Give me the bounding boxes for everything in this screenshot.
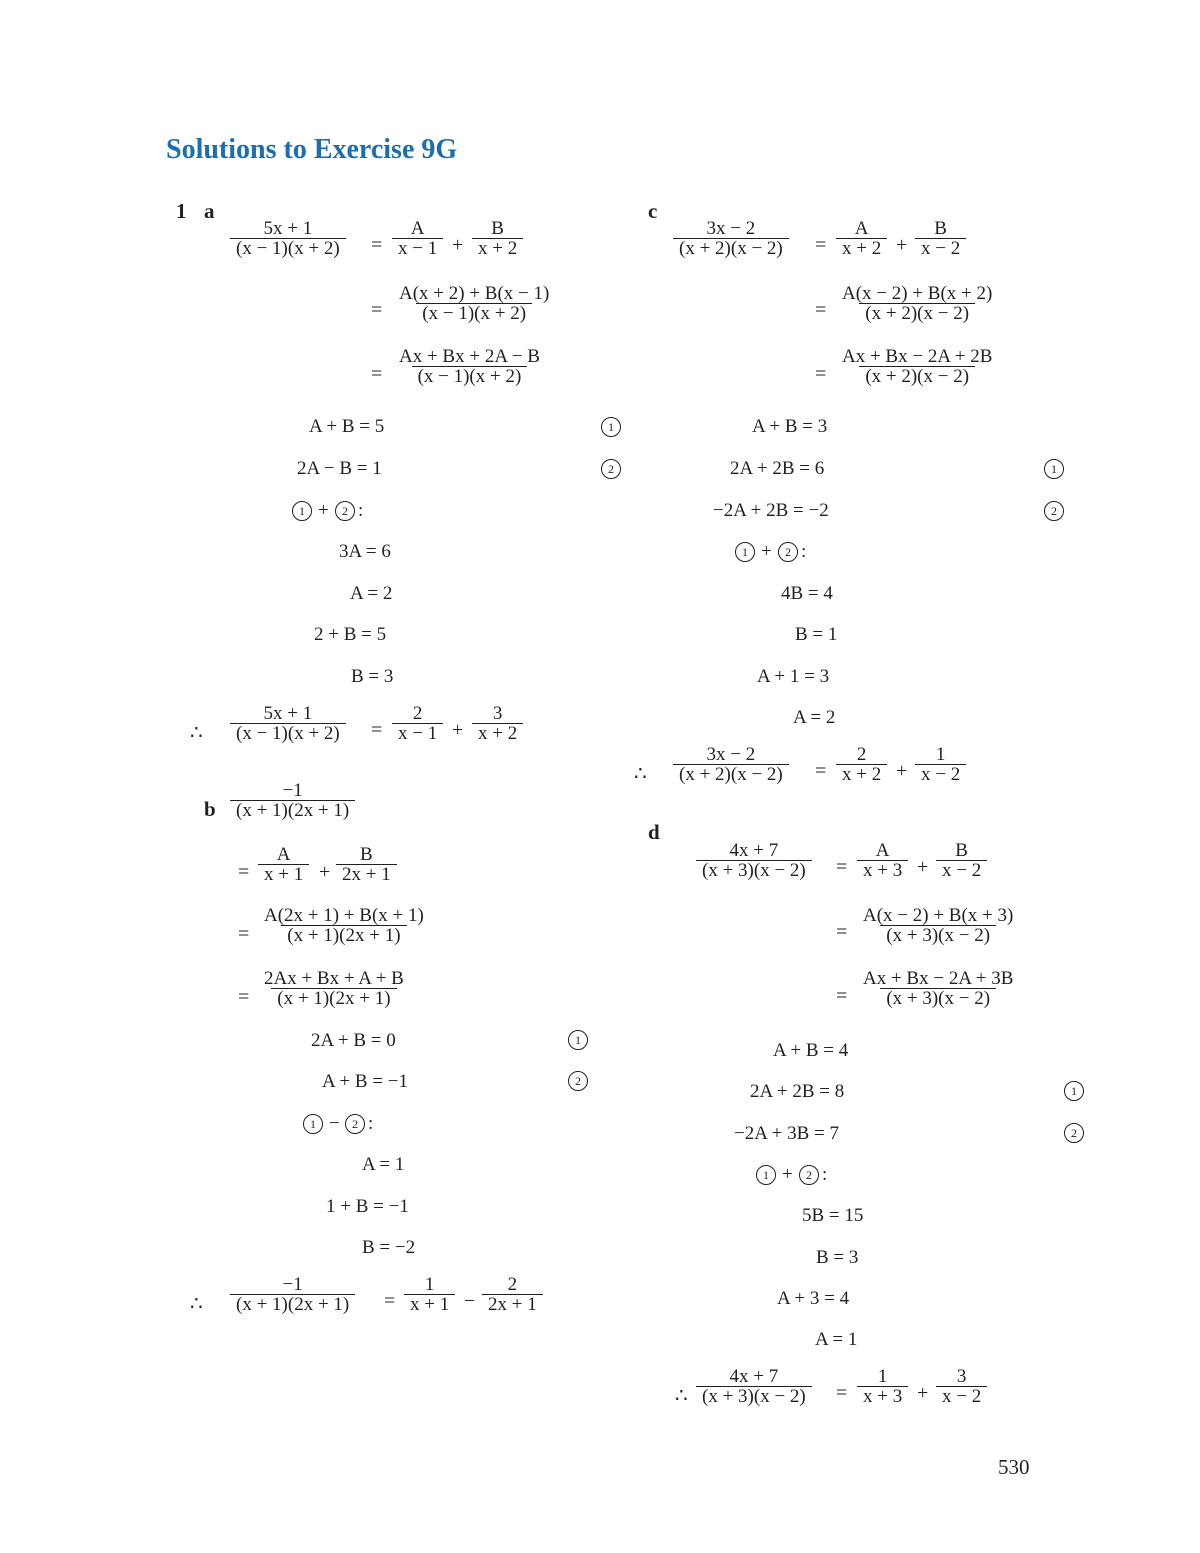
page-title: Solutions to Exercise 9G	[166, 134, 458, 165]
equation-line: A + B = 4	[773, 1040, 849, 1061]
fraction: A x + 1	[258, 845, 309, 884]
plus-sign: +	[896, 234, 908, 256]
therefore-symbol: ∴	[675, 1385, 688, 1407]
equals-sign: =	[371, 363, 383, 385]
equation-line: 2A + 2B = 6	[730, 458, 825, 479]
equation-line: 1 + B = −1	[326, 1196, 409, 1217]
plus-sign: +	[452, 234, 464, 256]
fraction: 5x + 1 (x − 1)(x + 2)	[230, 219, 346, 258]
fraction: 4x + 7 (x + 3)(x − 2)	[696, 841, 812, 880]
equation-line: A + 1 = 3	[757, 666, 830, 687]
equation-tag-2: 2	[778, 542, 798, 562]
fraction: 1 x + 3	[857, 1367, 908, 1406]
operation-sign: +	[318, 500, 329, 521]
equation-tag-1: 1	[1064, 1081, 1084, 1101]
fraction: A(2x + 1) + B(x + 1) (x + 1)(2x + 1)	[264, 905, 424, 946]
equals-sign: =	[384, 1290, 396, 1312]
equation-line: 2 + B = 5	[314, 624, 387, 645]
equation-line: 3A = 6	[339, 541, 391, 562]
equation-tag-2: 2	[345, 1114, 365, 1134]
equation-tag-1: 1	[1044, 459, 1064, 479]
fraction: −1 (x + 1)(2x + 1)	[230, 781, 355, 820]
equation-tag-1: 1	[568, 1030, 588, 1050]
plus-sign: +	[917, 1382, 929, 1404]
plus-sign: +	[452, 719, 464, 741]
equation-line: B = 1	[795, 624, 838, 645]
equation-tag-1: 1	[735, 542, 755, 562]
equation-line: 2A + 2B = 8	[750, 1081, 845, 1102]
fraction: B x − 2	[915, 219, 966, 258]
part-label-d: d	[648, 820, 660, 844]
equation-tag-2: 2	[335, 501, 355, 521]
equals-sign: =	[238, 986, 250, 1008]
fraction: 1 x − 2	[915, 745, 966, 784]
equation-tag-2: 2	[568, 1071, 588, 1091]
equation-tag-1: 1	[303, 1114, 323, 1134]
plus-sign: +	[917, 856, 929, 878]
therefore-symbol: ∴	[190, 722, 203, 744]
equation-line: 2A + B = 0	[311, 1030, 396, 1051]
part-label-c: c	[648, 199, 658, 223]
fraction: 3 x + 2	[472, 704, 523, 743]
equals-sign: =	[815, 234, 827, 256]
equation-line: B = 3	[816, 1247, 859, 1268]
equation-line: A + B = 3	[752, 416, 828, 437]
fraction: 4x + 7 (x + 3)(x − 2)	[696, 1367, 812, 1406]
fraction: 2Ax + Bx + A + B (x + 1)(2x + 1)	[264, 968, 404, 1009]
therefore-symbol: ∴	[634, 763, 647, 785]
equation-tag-1: 1	[292, 501, 312, 521]
part-label-b: b	[204, 797, 216, 821]
equals-sign: =	[815, 760, 827, 782]
equation-line: A = 1	[815, 1329, 858, 1350]
question-number: 1	[176, 199, 187, 223]
equation-line: A = 1	[362, 1154, 405, 1175]
fraction: Ax + Bx − 2A + 3B (x + 3)(x − 2)	[863, 968, 1014, 1009]
equation-line: A + 3 = 4	[777, 1288, 850, 1309]
equation-tag-1: 1	[756, 1165, 776, 1185]
equation-line: 2A − B = 1	[297, 458, 382, 479]
fraction: 2 x − 1	[392, 704, 443, 743]
fraction: 3x − 2 (x + 2)(x − 2)	[673, 219, 789, 258]
equals-sign: =	[815, 363, 827, 385]
equals-sign: =	[371, 299, 383, 321]
operation-sign: +	[761, 541, 772, 562]
operation-sign: −	[329, 1113, 340, 1134]
fraction: 3x − 2 (x + 2)(x − 2)	[673, 745, 789, 784]
equation-line: B = 3	[351, 666, 394, 687]
fraction: 5x + 1 (x − 1)(x + 2)	[230, 704, 346, 743]
equals-sign: =	[815, 299, 827, 321]
fraction: B 2x + 1	[336, 845, 397, 884]
part-label-a: a	[204, 199, 215, 223]
fraction: 2 x + 2	[836, 745, 887, 784]
equation-tag-1: 1	[601, 417, 621, 437]
fraction: −1 (x + 1)(2x + 1)	[230, 1275, 355, 1314]
plus-sign: +	[896, 760, 908, 782]
fraction: 3 x − 2	[936, 1367, 987, 1406]
fraction: 1 x + 1	[404, 1275, 455, 1314]
equation-line: B = −2	[362, 1237, 416, 1258]
fraction: B x + 2	[472, 219, 523, 258]
fraction: Ax + Bx − 2A + 2B (x + 2)(x − 2)	[842, 346, 993, 387]
equals-sign: =	[371, 719, 383, 741]
fraction: 2 2x + 1	[482, 1275, 543, 1314]
page-number: 530	[998, 1455, 1030, 1479]
equals-sign: =	[836, 856, 848, 878]
fraction: A x + 2	[836, 219, 887, 258]
therefore-symbol: ∴	[190, 1293, 203, 1315]
equation-tag-2: 2	[601, 459, 621, 479]
fraction: Ax + Bx + 2A − B (x − 1)(x + 2)	[399, 346, 540, 387]
equation-line: −2A + 3B = 7	[734, 1123, 839, 1144]
equals-sign: =	[238, 861, 250, 883]
equals-sign: =	[238, 923, 250, 945]
equation-line: A = 2	[350, 583, 393, 604]
equation-tag-2: 2	[1044, 501, 1064, 521]
equals-sign: =	[836, 921, 848, 943]
operation-sign: +	[782, 1164, 793, 1185]
equation-tag-2: 2	[1064, 1123, 1084, 1143]
fraction: A x − 1	[392, 219, 443, 258]
plus-sign: +	[319, 861, 331, 883]
fraction: A(x − 2) + B(x + 3) (x + 3)(x − 2)	[863, 905, 1014, 946]
minus-sign: −	[464, 1290, 476, 1312]
fraction: A(x − 2) + B(x + 2) (x + 2)(x − 2)	[842, 283, 993, 324]
equation-line: A + B = 5	[309, 416, 385, 437]
fraction: A x + 3	[857, 841, 908, 880]
fraction: B x − 2	[936, 841, 987, 880]
equation-line: A + B = −1	[322, 1071, 408, 1092]
equals-sign: =	[836, 1382, 848, 1404]
equation-line: 4B = 4	[781, 583, 833, 604]
equals-sign: =	[836, 985, 848, 1007]
equation-line: −2A + 2B = −2	[713, 500, 829, 521]
equation-line: 5B = 15	[802, 1205, 864, 1226]
fraction: A(x + 2) + B(x − 1) (x − 1)(x + 2)	[399, 283, 550, 324]
equation-tag-2: 2	[799, 1165, 819, 1185]
equation-line: A = 2	[793, 707, 836, 728]
equals-sign: =	[371, 234, 383, 256]
